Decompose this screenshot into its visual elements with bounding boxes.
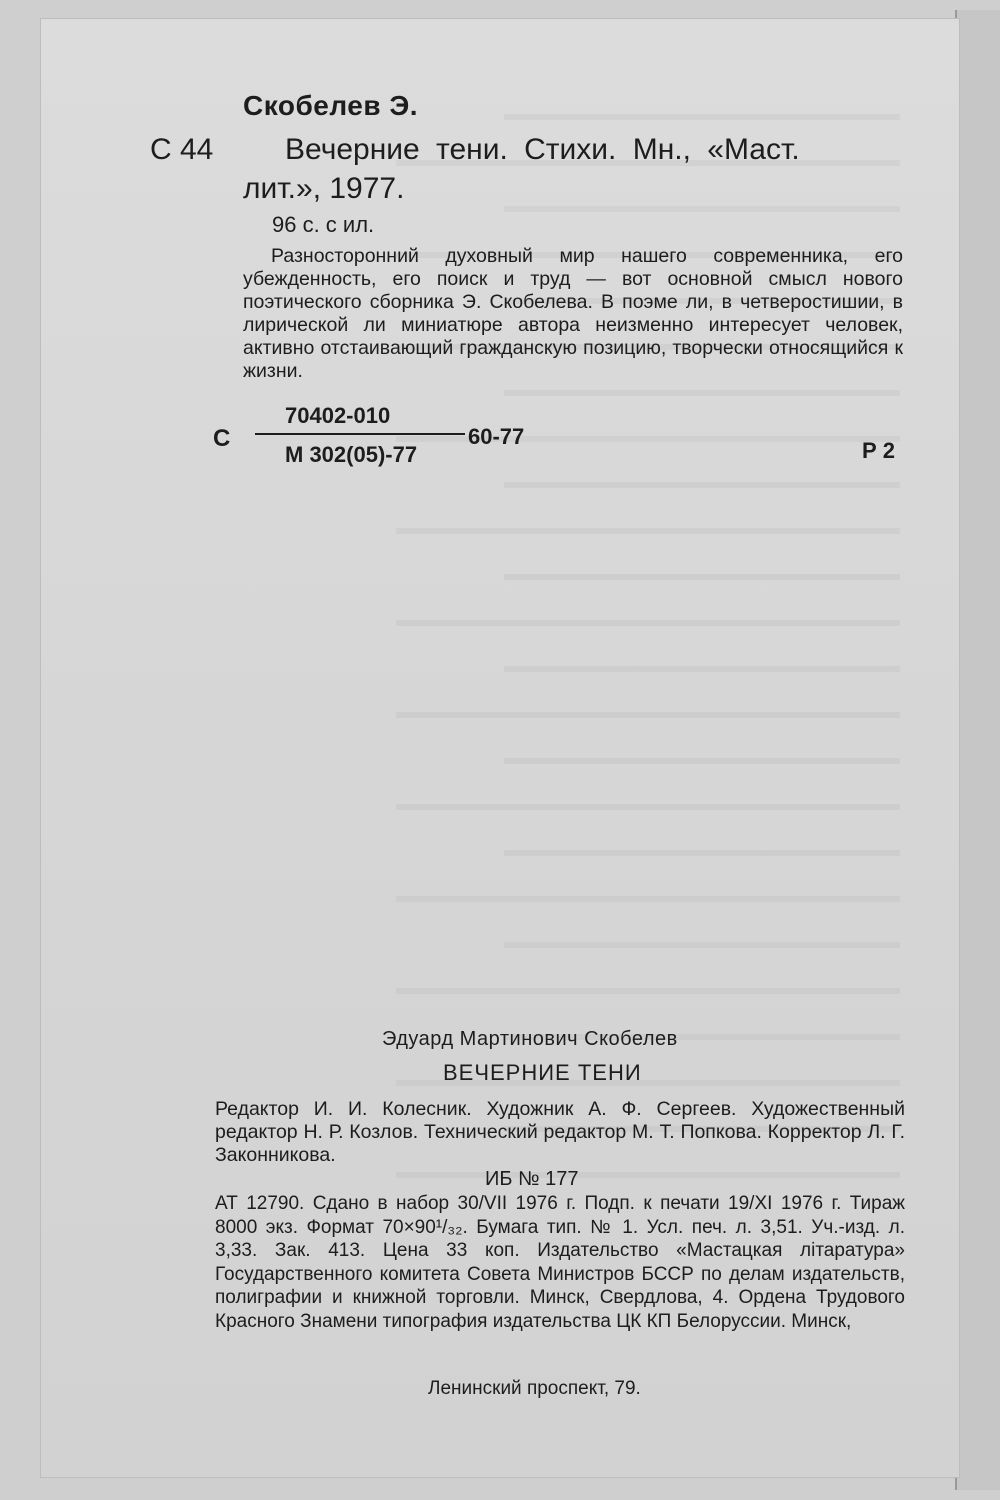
bbk-prefix: С (213, 425, 231, 452)
imprint-ib-number: ИБ № 177 (485, 1168, 579, 1190)
card-pages-info: 96 с. с ил. (272, 212, 375, 237)
bbk-numerator: 70402-010 (285, 403, 391, 428)
imprint-full-name: Эдуард Мартинович Скобелев (382, 1028, 678, 1050)
bbk-fraction-line (255, 433, 465, 435)
imprint-details: АТ 12790. Сдано в набор 30/VII 1976 г. Подп. к печати 19/XI 1976 г. Тираж 8000 экз. Формат 70×90¹/₃₂. Бумага тип. № 1. Усл. печ. л. 3,51. Уч.-изд. л. 3,33. Зак. 413. Цена 33 коп. Издательство «Мастацкая літаратура» Государственного комитета Совета Министров БССР по делам издательств, полиграфии и книжной торговли. Минск, Свердлова, 4. Ордена Трудового Красного Знамени типография издательства ЦК КП Белоруссии. Минск, (215, 1193, 905, 1332)
card-author: Скобелев Э. (243, 90, 419, 121)
udk-code: Р 2 (862, 438, 896, 463)
card-title-line-2: лит.», 1977. (243, 172, 405, 205)
bbk-denominator: М 302(05)-77 (285, 442, 418, 467)
bbk-suffix: 60-77 (468, 424, 525, 449)
card-annotation: Разносторонний духовный мир нашего современника, его убежденность, его поиск и труд — вот основной смысл нового поэтического сборника Э. Скобелева. В поэме ли, в четверостишии, в лирической ли миниатюре автора неизменно интересует человек, активно отстаивающий гражданскую позицию, творчески относящийся к жизни. (243, 245, 903, 382)
imprint-book-title: ВЕЧЕРНИЕ ТЕНИ (443, 1060, 642, 1085)
card-classification-code: С 44 (150, 133, 214, 166)
card-title-line-1: Вечерние тени. Стихи. Мн., «Маст. (285, 133, 800, 166)
imprint-details-last-line: Ленинский проспект, 79. (428, 1378, 641, 1399)
imprint-credits: Редактор И. И. Колесник. Художник А. Ф. Сергеев. Художественный редактор Н. Р. Козлов. Технический редактор М. Т. Попкова. Корректор Л. Г. Законникова. (215, 1098, 905, 1166)
